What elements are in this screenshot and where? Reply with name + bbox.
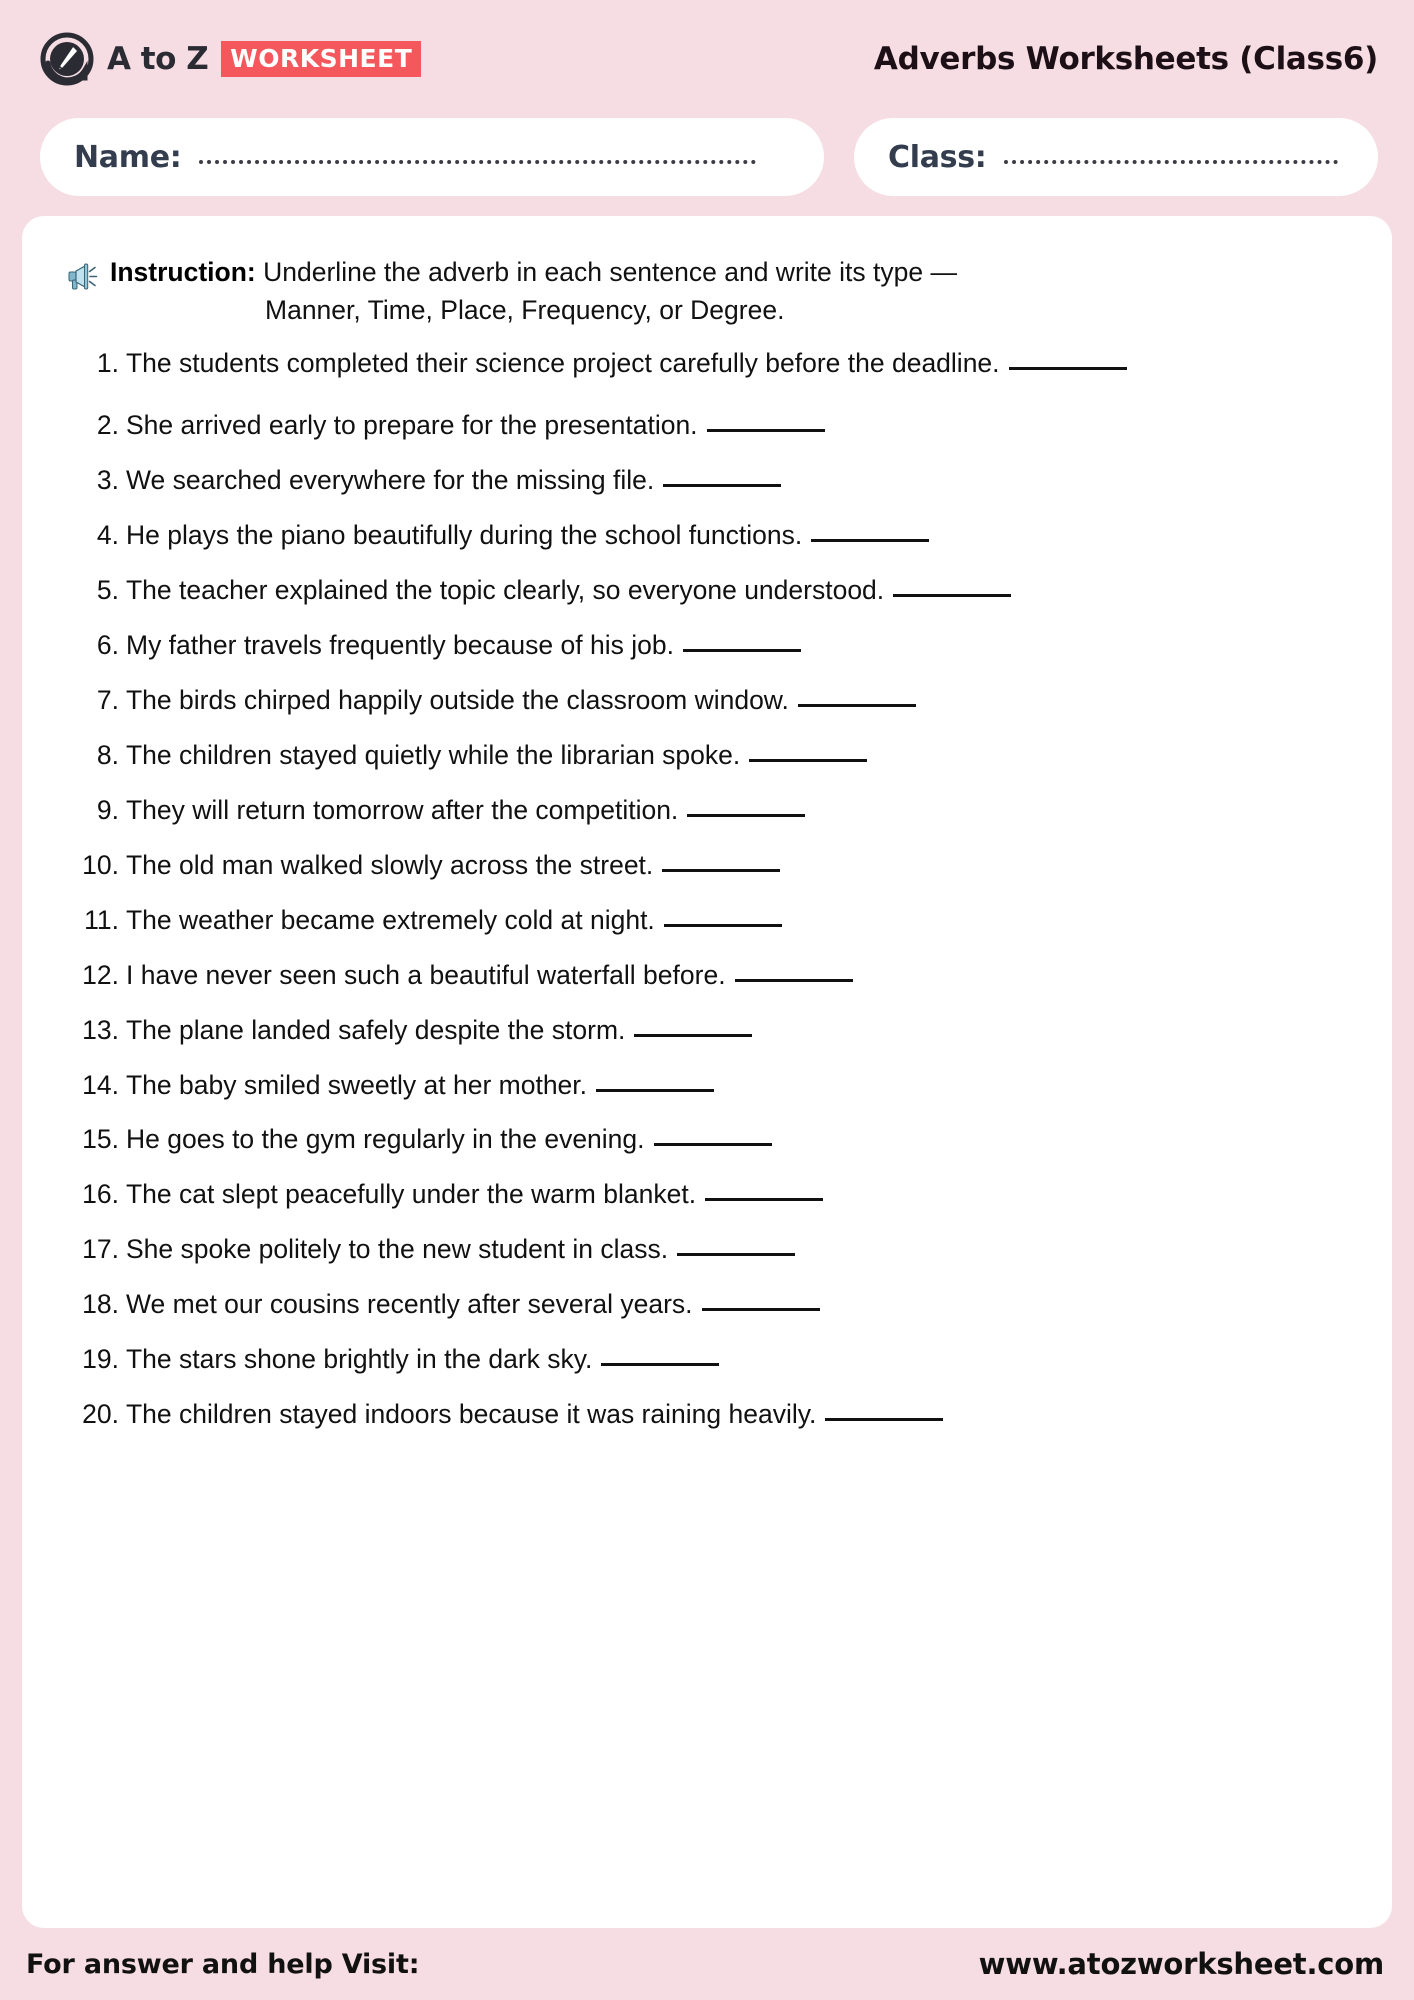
question-text: The children stayed indoors because it was raining heavily. xyxy=(126,1399,817,1430)
worksheet-card xyxy=(22,216,1392,1928)
question-number: 5. xyxy=(96,575,119,606)
question-row xyxy=(62,848,1356,882)
question-body xyxy=(126,628,1356,662)
question-row xyxy=(62,408,1356,442)
question-row xyxy=(62,339,1356,388)
question-number: 8. xyxy=(96,739,119,770)
question-text: They will return tomorrow after the competition. xyxy=(126,794,679,825)
question-row xyxy=(62,793,1356,827)
question-text: The cat slept peacefully under the warm blanket. xyxy=(126,1179,697,1210)
question-body xyxy=(126,848,1356,882)
question-number: 11. xyxy=(84,904,119,935)
question-text: He plays the piano beautifully during the school functions. xyxy=(126,520,803,551)
question-body xyxy=(126,1397,1356,1431)
question-row xyxy=(62,1397,1356,1431)
question-text: The old man walked slowly across the street. xyxy=(126,849,654,880)
question-text: The teacher explained the topic clearly, so everyone understood. xyxy=(126,575,885,606)
answer-blank[interactable] xyxy=(735,979,853,982)
question-text: My father travels frequently because of his job. xyxy=(126,630,674,661)
answer-blank[interactable] xyxy=(683,649,801,652)
question-row xyxy=(62,1068,1356,1102)
question-number: 20. xyxy=(82,1399,119,1430)
question-row xyxy=(62,1177,1356,1211)
answer-blank[interactable] xyxy=(662,869,780,872)
question-body xyxy=(126,1068,1356,1102)
instruction-line-2: Manner, Time, Place, Frequency, or Degree. xyxy=(265,294,785,325)
footer-website-url: www.atozworksheet.com xyxy=(978,1947,1384,1981)
question-row xyxy=(62,518,1356,552)
answer-blank[interactable] xyxy=(664,924,782,927)
question-number: 15. xyxy=(82,1124,119,1155)
question-body xyxy=(126,1013,1356,1047)
question-body xyxy=(126,903,1356,937)
answer-blank[interactable] xyxy=(677,1253,795,1256)
answer-blank[interactable] xyxy=(702,1308,820,1311)
page-header xyxy=(0,0,1414,118)
answer-blank[interactable] xyxy=(1009,367,1127,370)
class-label: Class: xyxy=(888,139,987,175)
question-text: The birds chirped happily outside the classroom window. xyxy=(126,684,789,715)
question-text: I have never seen such a beautiful waterfall before. xyxy=(126,959,726,990)
question-text: The students completed their science project carefully before the deadline. xyxy=(126,348,1000,379)
question-body xyxy=(126,408,1356,442)
question-number: 10. xyxy=(82,849,119,880)
question-number: 9. xyxy=(96,794,119,825)
name-input-line[interactable] xyxy=(199,146,756,168)
question-number: 13. xyxy=(82,1014,119,1045)
question-row xyxy=(62,1287,1356,1321)
answer-blank[interactable] xyxy=(893,594,1011,597)
question-row xyxy=(62,628,1356,662)
question-number: 4. xyxy=(96,520,119,551)
answer-blank[interactable] xyxy=(798,704,916,707)
question-body xyxy=(126,958,1356,992)
brand-az-text: A to Z xyxy=(107,40,209,77)
question-body xyxy=(126,683,1356,717)
answer-blank[interactable] xyxy=(811,539,929,542)
brand-worksheet-badge: WORKSHEET xyxy=(221,41,421,77)
instruction-block xyxy=(52,246,1362,329)
question-number: 18. xyxy=(82,1289,119,1320)
question-row xyxy=(62,1342,1356,1376)
student-info-bar xyxy=(0,118,1414,202)
answer-blank[interactable] xyxy=(687,814,805,817)
answer-blank[interactable] xyxy=(596,1089,714,1092)
question-text: The baby smiled sweetly at her mother. xyxy=(126,1069,588,1100)
question-body xyxy=(126,738,1356,772)
question-row xyxy=(62,1232,1356,1266)
question-body xyxy=(126,1287,1356,1321)
instruction-line-1: Underline the adverb in each sentence and write its type — xyxy=(263,257,957,287)
question-number: 6. xyxy=(96,630,119,661)
page-title: Adverbs Worksheets (Class6) xyxy=(873,41,1378,77)
answer-blank[interactable] xyxy=(654,1143,772,1146)
answer-blank[interactable] xyxy=(707,429,825,432)
question-row xyxy=(62,683,1356,717)
question-number: 3. xyxy=(96,465,119,496)
question-text: The stars shone brightly in the dark sky. xyxy=(126,1344,593,1375)
question-number: 2. xyxy=(96,410,119,441)
question-number: 14. xyxy=(82,1069,119,1100)
answer-blank[interactable] xyxy=(663,484,781,487)
footer-visit-label: For answer and help Visit: xyxy=(26,1948,420,1980)
question-list xyxy=(52,339,1362,1431)
question-row xyxy=(62,903,1356,937)
pen-circle-logo-icon xyxy=(40,32,94,86)
question-text: The plane landed safely despite the storm. xyxy=(126,1014,626,1045)
answer-blank[interactable] xyxy=(705,1198,823,1201)
brand-logo xyxy=(40,32,421,86)
question-text: We met our cousins recently after several years. xyxy=(126,1289,693,1320)
question-row xyxy=(62,573,1356,607)
question-row xyxy=(62,463,1356,497)
question-number: 12. xyxy=(82,959,119,990)
question-text: She spoke politely to the new student in class. xyxy=(126,1234,669,1265)
question-row xyxy=(62,958,1356,992)
instruction-label: Instruction: xyxy=(110,257,256,287)
question-row xyxy=(62,738,1356,772)
class-input-line[interactable] xyxy=(1004,146,1338,168)
question-number: 17. xyxy=(82,1234,119,1265)
question-number: 7. xyxy=(96,684,119,715)
question-body xyxy=(126,573,1356,607)
answer-blank[interactable] xyxy=(749,759,867,762)
question-body xyxy=(126,518,1356,552)
question-body xyxy=(126,793,1356,827)
answer-blank[interactable] xyxy=(825,1418,943,1421)
answer-blank[interactable] xyxy=(634,1034,752,1037)
question-row xyxy=(62,1013,1356,1047)
question-text: He goes to the gym regularly in the evening. xyxy=(126,1124,645,1155)
question-number: 1. xyxy=(96,348,119,379)
question-number: 16. xyxy=(82,1179,119,1210)
name-label: Name: xyxy=(74,139,182,175)
page-footer xyxy=(0,1928,1414,2000)
question-body xyxy=(126,339,1356,388)
instruction-text xyxy=(110,254,957,329)
name-field[interactable] xyxy=(40,118,824,196)
question-body xyxy=(126,1177,1356,1211)
question-body xyxy=(126,1342,1356,1376)
question-row xyxy=(62,1122,1356,1156)
question-text: She arrived early to prepare for the presentation. xyxy=(126,410,698,441)
question-body xyxy=(126,1232,1356,1266)
answer-blank[interactable] xyxy=(601,1363,719,1366)
question-text: The weather became extremely cold at night. xyxy=(126,904,655,935)
question-number: 19. xyxy=(82,1344,119,1375)
question-body xyxy=(126,1122,1356,1156)
question-text: The children stayed quietly while the librarian spoke. xyxy=(126,739,741,770)
megaphone-icon xyxy=(66,260,100,294)
question-text: We searched everywhere for the missing file. xyxy=(126,465,655,496)
question-body xyxy=(126,463,1356,497)
class-field[interactable] xyxy=(854,118,1378,196)
